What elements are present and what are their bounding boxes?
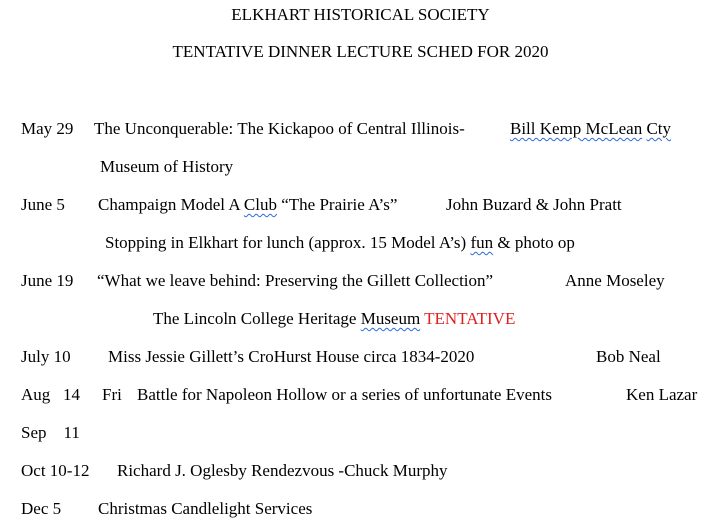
event-title-part: Champaign Model A — [98, 195, 240, 214]
event-date: Oct 10-12 — [21, 461, 90, 480]
event-line2: Museum of History — [100, 157, 234, 176]
tentative-label: TENTATIVE — [424, 309, 516, 328]
event-line2-fun: fun — [470, 233, 494, 252]
event-title: Battle for Napoleon Hollow or a series of unfortunate Events — [137, 385, 552, 404]
event-date: June 19 — [21, 271, 74, 290]
event-title: The Unconquerable: The Kickapoo of Central Illinois- — [94, 119, 465, 138]
event-date: May 29 — [21, 119, 74, 138]
event-title: Miss Jessie Gillett’s CroHurst House circa 1834-2020 — [108, 347, 475, 366]
event-title — [98, 195, 397, 215]
event-day: Fri — [102, 385, 122, 404]
event-line2-part: The Lincoln College Heritage — [153, 309, 357, 328]
event-title: Richard J. Oglesby Rendezvous -Chuck Murphy — [117, 461, 448, 480]
society-name: ELKHART HISTORICAL SOCIETY — [231, 5, 490, 24]
event-title: Christmas Candlelight Services — [98, 499, 313, 518]
event-title: “What we leave behind: Preserving the Gillett Collection” — [97, 271, 494, 290]
event-speaker: Ken Lazar — [626, 385, 698, 404]
event-title-part: “The Prairie A’s” — [281, 195, 398, 214]
event-line2-part: Stopping in Elkhart for lunch (approx. 15 Model A’s) — [105, 233, 467, 252]
event-speaker-cty: Cty — [646, 119, 672, 138]
event-date: June 5 — [21, 195, 65, 214]
event-speaker: Bob Neal — [596, 347, 661, 366]
event-line2-museum: Museum — [360, 309, 421, 328]
event-speaker: John Buzard & John Pratt — [446, 195, 622, 214]
event-line2 — [153, 309, 515, 329]
event-line2-part: & photo op — [497, 233, 575, 252]
event-date: Sep 11 — [21, 423, 80, 442]
schedule-title: TENTATIVE DINNER LECTURE SCHED FOR 2020 — [172, 42, 549, 61]
event-speaker: Anne Moseley — [565, 271, 665, 290]
event-title-club: Club — [243, 195, 277, 214]
event-date: Aug 14 — [21, 385, 81, 404]
event-date: July 10 — [21, 347, 71, 366]
event-date: Dec 5 — [21, 499, 62, 518]
event-line2 — [105, 233, 575, 253]
event-speaker — [510, 119, 671, 139]
event-speaker-first: Bill Kemp McLean — [510, 119, 643, 138]
